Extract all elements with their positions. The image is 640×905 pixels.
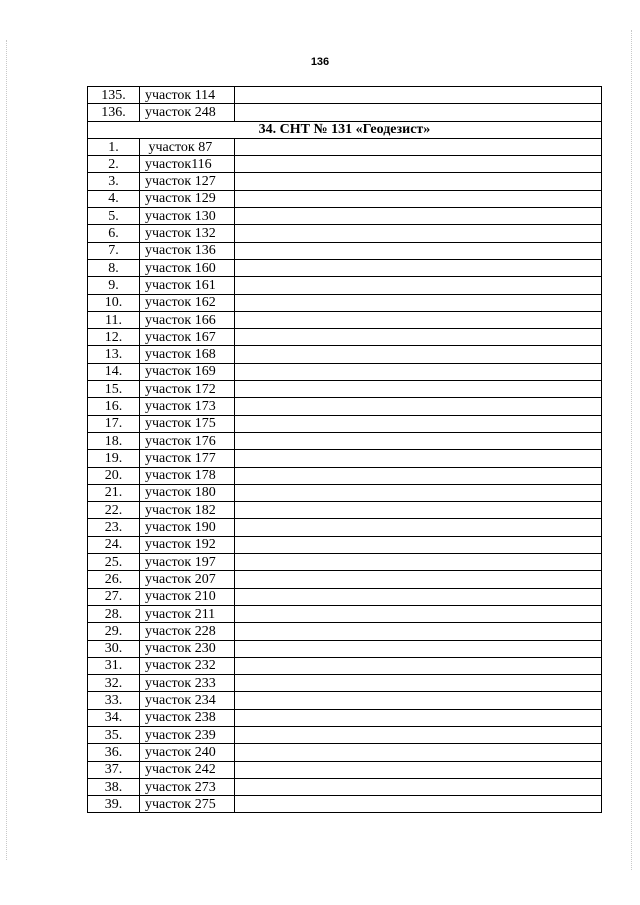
row-number: 5. bbox=[88, 208, 140, 225]
table-row bbox=[88, 415, 602, 432]
row-empty-cell bbox=[235, 519, 602, 536]
table-row bbox=[88, 588, 602, 605]
row-plot: участок 129 bbox=[140, 190, 235, 207]
table-row bbox=[88, 311, 602, 328]
table-row bbox=[88, 554, 602, 571]
row-plot: участок 273 bbox=[140, 778, 235, 795]
row-plot: участок 178 bbox=[140, 467, 235, 484]
row-plot: участок 160 bbox=[140, 259, 235, 276]
row-empty-cell bbox=[235, 450, 602, 467]
table-row bbox=[88, 536, 602, 553]
row-empty-cell bbox=[235, 502, 602, 519]
row-empty-cell bbox=[235, 536, 602, 553]
row-number: 23. bbox=[88, 519, 140, 536]
table-row bbox=[88, 744, 602, 761]
table-row bbox=[88, 242, 602, 259]
row-number: 30. bbox=[88, 640, 140, 657]
row-empty-cell bbox=[235, 571, 602, 588]
table-row bbox=[88, 87, 602, 104]
row-empty-cell bbox=[235, 311, 602, 328]
table-row bbox=[88, 726, 602, 743]
row-number: 16. bbox=[88, 398, 140, 415]
row-number: 10. bbox=[88, 294, 140, 311]
row-plot: участок 168 bbox=[140, 346, 235, 363]
row-empty-cell bbox=[235, 363, 602, 380]
table-row bbox=[88, 259, 602, 276]
row-plot: участок 207 bbox=[140, 571, 235, 588]
row-number: 17. bbox=[88, 415, 140, 432]
row-number: 36. bbox=[88, 744, 140, 761]
row-empty-cell bbox=[235, 778, 602, 795]
table-row bbox=[88, 208, 602, 225]
row-plot: участок 230 bbox=[140, 640, 235, 657]
row-plot: участок 248 bbox=[140, 104, 235, 121]
row-plot: участок 169 bbox=[140, 363, 235, 380]
row-plot: участок 238 bbox=[140, 709, 235, 726]
row-plot: участок 173 bbox=[140, 398, 235, 415]
row-plot: участок 242 bbox=[140, 761, 235, 778]
row-plot: участок116 bbox=[140, 156, 235, 173]
row-empty-cell bbox=[235, 467, 602, 484]
row-number: 33. bbox=[88, 692, 140, 709]
row-empty-cell bbox=[235, 138, 602, 155]
row-number: 38. bbox=[88, 778, 140, 795]
row-plot: участок 240 bbox=[140, 744, 235, 761]
row-empty-cell bbox=[235, 640, 602, 657]
row-plot: участок 136 bbox=[140, 242, 235, 259]
row-plot: участок 172 bbox=[140, 381, 235, 398]
row-number: 24. bbox=[88, 536, 140, 553]
table-row bbox=[88, 796, 602, 813]
table-row bbox=[88, 571, 602, 588]
row-empty-cell bbox=[235, 87, 602, 104]
row-plot: участок 239 bbox=[140, 726, 235, 743]
row-number: 37. bbox=[88, 761, 140, 778]
row-empty-cell bbox=[235, 484, 602, 501]
table-row bbox=[88, 657, 602, 674]
row-number: 2. bbox=[88, 156, 140, 173]
row-number: 39. bbox=[88, 796, 140, 813]
table-row bbox=[88, 156, 602, 173]
row-plot: участок 192 bbox=[140, 536, 235, 553]
row-number: 35. bbox=[88, 726, 140, 743]
table-row bbox=[88, 484, 602, 501]
row-number: 15. bbox=[88, 381, 140, 398]
row-plot: участок 114 bbox=[140, 87, 235, 104]
row-plot: участок 132 bbox=[140, 225, 235, 242]
table-row bbox=[88, 294, 602, 311]
row-number: 14. bbox=[88, 363, 140, 380]
row-number: 136. bbox=[88, 104, 140, 121]
row-number: 28. bbox=[88, 605, 140, 622]
table-row bbox=[88, 173, 602, 190]
table-row bbox=[88, 346, 602, 363]
row-number: 27. bbox=[88, 588, 140, 605]
row-number: 11. bbox=[88, 311, 140, 328]
row-number: 29. bbox=[88, 623, 140, 640]
row-empty-cell bbox=[235, 709, 602, 726]
row-number: 8. bbox=[88, 259, 140, 276]
row-plot: участок 197 bbox=[140, 554, 235, 571]
table-row bbox=[88, 104, 602, 121]
row-number: 135. bbox=[88, 87, 140, 104]
row-number: 1. bbox=[88, 138, 140, 155]
row-empty-cell bbox=[235, 104, 602, 121]
row-empty-cell bbox=[235, 225, 602, 242]
table-row bbox=[88, 398, 602, 415]
table-row bbox=[88, 329, 602, 346]
row-plot: участок 228 bbox=[140, 623, 235, 640]
row-number: 6. bbox=[88, 225, 140, 242]
row-number: 25. bbox=[88, 554, 140, 571]
row-number: 20. bbox=[88, 467, 140, 484]
table-row bbox=[88, 623, 602, 640]
row-plot: участок 166 bbox=[140, 311, 235, 328]
row-plot: участок 210 bbox=[140, 588, 235, 605]
row-empty-cell bbox=[235, 657, 602, 674]
row-number: 3. bbox=[88, 173, 140, 190]
section-header-row bbox=[88, 121, 602, 138]
scan-edge-right bbox=[631, 30, 633, 870]
table-row bbox=[88, 692, 602, 709]
row-number: 31. bbox=[88, 657, 140, 674]
row-number: 18. bbox=[88, 432, 140, 449]
row-plot: участок 175 bbox=[140, 415, 235, 432]
row-plot: участок 275 bbox=[140, 796, 235, 813]
row-empty-cell bbox=[235, 623, 602, 640]
table-row bbox=[88, 381, 602, 398]
table-row bbox=[88, 605, 602, 622]
plots-table-body bbox=[88, 87, 602, 813]
row-plot: участок 211 bbox=[140, 605, 235, 622]
row-number: 26. bbox=[88, 571, 140, 588]
row-empty-cell bbox=[235, 415, 602, 432]
row-plot: участок 161 bbox=[140, 277, 235, 294]
table-row bbox=[88, 502, 602, 519]
table-row bbox=[88, 138, 602, 155]
row-number: 13. bbox=[88, 346, 140, 363]
table-row bbox=[88, 519, 602, 536]
row-empty-cell bbox=[235, 381, 602, 398]
section-title: 34. СНТ № 131 «Геодезист» bbox=[88, 121, 602, 138]
row-number: 21. bbox=[88, 484, 140, 501]
table-row bbox=[88, 778, 602, 795]
row-number: 12. bbox=[88, 329, 140, 346]
row-empty-cell bbox=[235, 605, 602, 622]
row-number: 32. bbox=[88, 675, 140, 692]
table-row bbox=[88, 225, 602, 242]
row-plot: участок 127 bbox=[140, 173, 235, 190]
row-plot: участок 182 bbox=[140, 502, 235, 519]
row-number: 19. bbox=[88, 450, 140, 467]
row-plot: участок 130 bbox=[140, 208, 235, 225]
row-number: 7. bbox=[88, 242, 140, 259]
row-empty-cell bbox=[235, 294, 602, 311]
row-empty-cell bbox=[235, 190, 602, 207]
row-empty-cell bbox=[235, 346, 602, 363]
row-empty-cell bbox=[235, 761, 602, 778]
row-plot: участок 234 bbox=[140, 692, 235, 709]
row-empty-cell bbox=[235, 675, 602, 692]
row-plot: участок 177 bbox=[140, 450, 235, 467]
row-empty-cell bbox=[235, 726, 602, 743]
table-row bbox=[88, 363, 602, 380]
row-plot: участок 180 bbox=[140, 484, 235, 501]
row-empty-cell bbox=[235, 156, 602, 173]
row-plot: участок 176 bbox=[140, 432, 235, 449]
page-number: 136 bbox=[310, 56, 330, 68]
table-row bbox=[88, 190, 602, 207]
row-empty-cell bbox=[235, 554, 602, 571]
row-number: 34. bbox=[88, 709, 140, 726]
row-empty-cell bbox=[235, 398, 602, 415]
row-empty-cell bbox=[235, 173, 602, 190]
plots-table bbox=[87, 86, 602, 813]
row-plot: участок 162 bbox=[140, 294, 235, 311]
table-row bbox=[88, 761, 602, 778]
table-row bbox=[88, 675, 602, 692]
table-row bbox=[88, 450, 602, 467]
row-empty-cell bbox=[235, 259, 602, 276]
table-row bbox=[88, 277, 602, 294]
row-empty-cell bbox=[235, 277, 602, 294]
row-number: 22. bbox=[88, 502, 140, 519]
row-plot: участок 167 bbox=[140, 329, 235, 346]
table-row bbox=[88, 640, 602, 657]
row-empty-cell bbox=[235, 208, 602, 225]
row-empty-cell bbox=[235, 588, 602, 605]
scan-edge-left bbox=[6, 40, 8, 860]
table-row bbox=[88, 709, 602, 726]
row-empty-cell bbox=[235, 796, 602, 813]
row-empty-cell bbox=[235, 432, 602, 449]
row-plot: участок 232 bbox=[140, 657, 235, 674]
table-row bbox=[88, 432, 602, 449]
row-empty-cell bbox=[235, 744, 602, 761]
row-empty-cell bbox=[235, 329, 602, 346]
row-empty-cell bbox=[235, 242, 602, 259]
row-plot: участок 233 bbox=[140, 675, 235, 692]
table-row bbox=[88, 467, 602, 484]
row-empty-cell bbox=[235, 692, 602, 709]
row-number: 9. bbox=[88, 277, 140, 294]
row-number: 4. bbox=[88, 190, 140, 207]
row-plot: участок 190 bbox=[140, 519, 235, 536]
row-plot: участок 87 bbox=[140, 138, 235, 155]
